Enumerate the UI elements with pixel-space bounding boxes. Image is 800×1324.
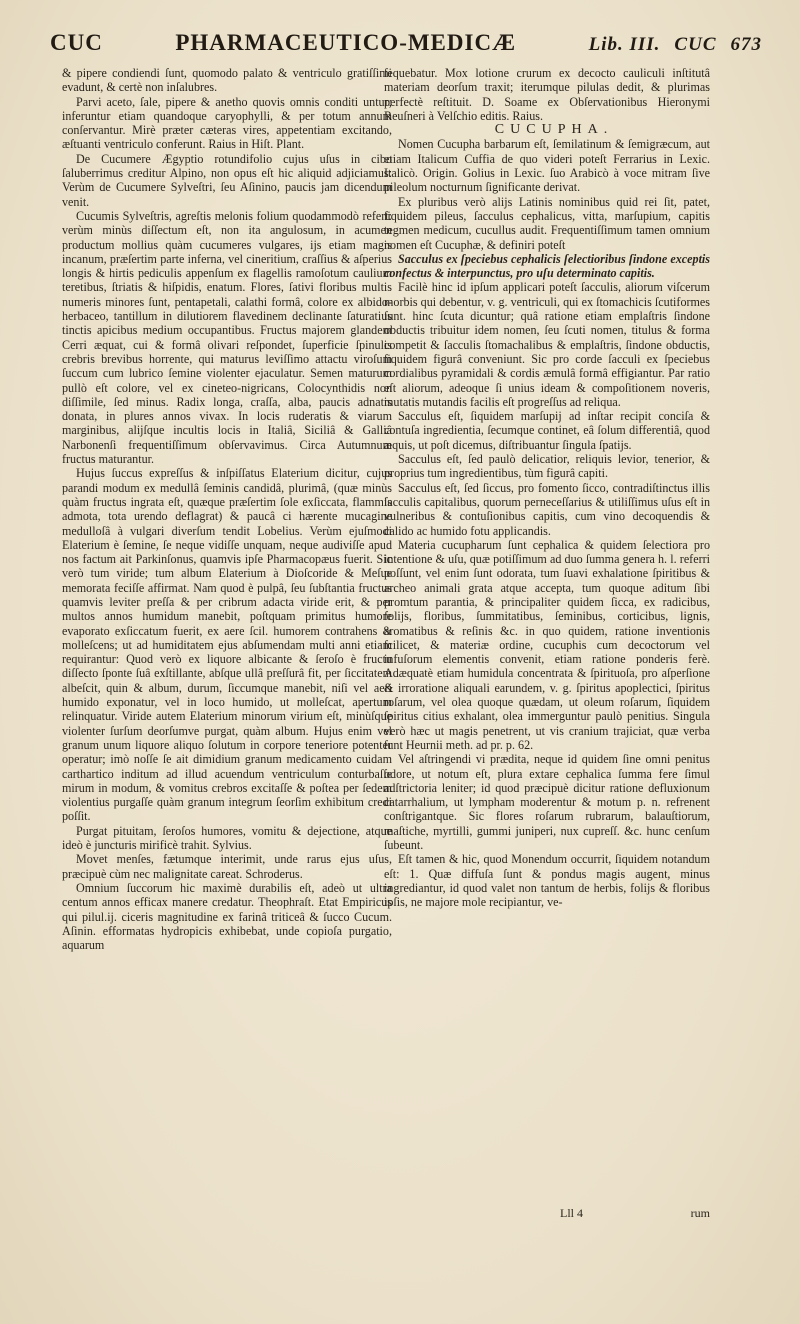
header-title: PHARMACEUTICO-MEDICÆ: [175, 30, 517, 55]
page-number: 673: [730, 34, 762, 55]
section-heading: CUCUPHA.: [494, 122, 614, 138]
paragraph: Facilè hinc id ipſum applicari poteſt ſacculis, aliorum viſcerum morbis qui debentur, v. g. ventriculi, qui ex ſtomachicis ſcutiformes ſunt. hinc ſcuta dicuntur; quâ ratione etiam emplaſtris ſindone obductis tribuitur idem nomen, ſeu ſcuti nomen, titulus & forma competit & ſacculis ſtomachalibus & emplaſtris, ſindone obductis, ſiquidem figurâ conveniunt. Sic pro corde ſacculi ex ſpeciebus cordialibus pyramidali & cordis æmulâ formâ effigiantur. Par ratio eſt aliorum, adeoque ſi unius ideam & compoſitionem noveris, mutatis mutandis facilis eſt progreſſus ad reliqua.: [384, 280, 710, 409]
paragraph: Nomen Cucupha barbarum eſt, ſemilatinum & ſemigræcum, aut etiam Italicum Cuffia de quo videri poteſt Ferrarius in Lexic. Italicò. Origin. Golius in Lexic. ſuo Arabicò à voce mitram ſive pileolum nocturnum ſignificante derivat.: [384, 137, 710, 195]
paragraph: ſequebatur. Mox lotione crurum ex decocto cauliculi inſtitutâ materiam deorſum traxit; iterumque pilulas dedit, & plurimas perfectè reſtituit. D. Soame ex Obſervationibus Hieronymi Reuſneri à Velſchio editis. Raius.: [384, 66, 710, 123]
paragraph: Materia cucupharum ſunt cephalica & quidem ſelectiora pro intentione & uſu, quæ potiſſimum ad duo ſumma genera h. l. referri poſſunt, vel enim ſunt odorata, tum ſuavi exhalatione ſpiritibus & archeo animali grata atque accepta, tum quoque aditum ſibi promtum parantia, & principaliter quidem ſicca, ex radicibus, folijs, floribus, ſummitatibus, ſeminibus, corticibus, lignis, aromatibus & reſinis &c. in quo quidem, ratione inventionis ſcilicet, & materiæ ordine, cucuphis cum decoctorum vel infuſorum elementis convenit, etiam ratione ponderis ferè. Adæquatè etiam humidula concentrata & ſpirituoſa, pro aſperſione & irroratione aliquali earundem, v. g. ſpiritus apoplectici, ſpiritus roſarum, vel olea quoque quædam, ut oleum roſarum, ſiquidem ſpiritus citius exhalant, olea immerguntur paulò penitius. Singula verò hæc ut magis penetrent, ut vis cranium trajiciat, quæ verba ſunt Heurnii meth. ad pr. p. 62.: [384, 537, 710, 752]
right-column: [384, 66, 710, 910]
paragraph: Cucumis Sylveſtris, agreſtis melonis folium quodammodò refert: verùm minùs diſſectum eſt, non ita angulosum, in acumen productum mollius quàm cucumeres vulgares, ijs etiam magis incanum, præſertim parte inferna, vel cineritium, craſſius & aſperius longis & hirtis pediculis appenſum ex flagellis ramoſotum caulium teretibus, ſtriatis & hiſpidis, enatum. Flores, ſativi floribus multis numeris minores ſunt, pentapetali, calathi formâ, colore ex albido-herbaceo, tantillum in dilutiorem flavedinem declinante ſaturatius tinctis apicibus medium occupantibus. Fructus majorem glandem Cerri æquat, cui & formâ olivari reſpondet, ſuperficie ſpinulis crebris brevibus horrente, qui maturus leviſſimo attactu viroſum ſuccum cum lubrico ſemine violenter ejaculatur. Semen maturum pullò eſt colore, vel ex cineteo-nigricans, Colocynthidis non diſſimile, ſed minus. Radix longa, craſſa, alba, paucis adnatis donata, in plures annos vivax. In locis ruderatis & viarum marginibus, alijſque incultis locis in Italiâ, Siciliâ & Galliâ Narbonenſi frequentiſſimum obſervavimus. Circa Autumnum fructus maturantur.: [62, 208, 392, 467]
header-right: [589, 34, 762, 56]
paragraph: Movet menſes, fætumque interimit, unde rarus ejus uſus, præcipuè cùm nec malignitate careat. Schroderus.: [62, 852, 392, 881]
paragraph: Vel aſtringendi vi prædita, neque id quidem ſine omni penitus odore, ut notum eſt, plura extare cephalica ſumma fere ſimul adſtrictoria leniter; id quod præcipuè dicitur ratione defluxionum catarrhalium, ut lympham moderentur & motum p. n. refrenent conſtrigantque. Sic flores roſarum rubrarum, balauſtiorum, maſtiche, myrtilli, gummi juniperi, nux cupreſſ. &c. hunc cenſum ſubeunt.: [384, 752, 710, 853]
catchword: rum: [690, 1206, 710, 1220]
paragraph: Omnium ſuccorum hic maximè durabilis eſt, adeò ut ultra centum annos efficax manere credatur. Theophraſt. Etat Empiricus qui pilul.ij. ciceris magnitudine ex farinâ triticeâ & ſucco Cucum. Aſinin. efformatas hydropicis exhibebat, unde copioſa purgatio, aquarum: [62, 880, 392, 953]
header-left-word: CUC: [50, 30, 103, 55]
paragraph: Sacculus ex ſpeciebus cephalicis ſelectioribus ſindone exceptis confectus & interpunctus, pro uſu determinato capitis.: [384, 251, 710, 281]
running-header: [50, 30, 762, 64]
paragraph: Ex pluribus verò alijs Latinis nominibus quid rei ſit, patet, ſiquidem pileus, ſacculus cephalicus, vitta, marſupium, capitis tegmen medicum, cucullus audit. Frequentiſſimum tamen omnium nomen eſt Cucuphæ, & definiri poteſt: [384, 194, 710, 252]
paragraph: Sacculus eſt, ſiquidem marſupij ad inſtar recipit conciſa & contuſa ingredientia, ſecumque continet, eâ ſolum differentiâ, quod æquis, ut poſt dicemus, diſtribuantur ſingula ſpatijs.: [384, 409, 710, 452]
signature-mark: Lll 4: [560, 1206, 583, 1220]
paragraph: Purgat pituitam, ſeroſos humores, vomitu & dejectione, atque ideò è juncturis mirificè trahit. Sylvius.: [62, 823, 392, 853]
left-column: [62, 66, 392, 952]
paragraph: & pipere condiendi ſunt, quomodo palato & ventriculo gratiſſimi evadunt, & certè non inſalubres.: [62, 66, 392, 95]
header-book: Lib. III.: [588, 34, 661, 55]
paragraph: Parvi aceto, ſale, pipere & anetho quovis omnis conditi untur; inferuntur etiam quandoque caryophylli, & per totum annum conſervantur. Mirè præter cæteras vires, appetentiam excitando, æſtuanti ventriculo conferunt. Raius in Hiſt. Plant.: [62, 94, 392, 152]
paragraph: Sacculus eſt, ſed paulò delicatior, reliquis levior, tenerior, & proprius tum ingredientibus, tùm figurâ capiti.: [384, 452, 710, 481]
paragraph: De Cucumere Ægyptio rotundifolio cujus uſus in cibo ſaluberrimus creditur Alpino, non opus eſt hic aliquid adjiciamus: Verùm de Cucumere Sylveſtri, ſeu Aſinino, paucis jam dicendum venit.: [62, 151, 392, 209]
page-footer: [560, 1206, 710, 1221]
paragraph: Hujus ſuccus expreſſus & inſpiſſatus Elaterium dicitur, cujus parandi modum ex medullâ ſeminis candidâ, plurimâ, (quæ minùs quàm fructus ingrata eſt, quæque præſertim ſole exſiccata, flammis admota, tota urendo deflagrat) & paucâ ci hærente mucagine medulloſâ à vulgari diverſum tendit Lobelius. Verùm ejuſmodi Elaterium è ſemine, ſe neque vidiſſe unquam, neque audiviſſe apud nos factum ait Parkinſonus, quamvis ipſe Pharmacopæus fuerit. Sic verò tum viride; tum album Elaterium à Dioſcoride & Meſue memorata feciſſe affirmat. Nam quod è pulpâ, ſeu ſubſtantia fructus quamvis leviter preſſa & per cribrum adacta viride erit, & per multos annos humidum manebit, poſtquam primitus humore evaporato exſiccatum fuerit, ex aere ſcil. humorem contrahens & molleſcens; ut ad humiditatem ejus abſumendam multi anni etiam requirantur: Quod verò ex liquore albicante & ſeroſo è fructu diſſecto ſponte ſuâ exſtillante, abſque ullâ preſſurâ fit, per ſiccitatem albeſcit, quin & album, durum, ſiccumque manebit, niſi vel aeri humido exponatur, vel in loco humido, ut molleſcat, apertum relinquatur. Viride autem Elaterium minorum virium eſt, minùſque violenter ſurſum deorſumve purgat, quàm album. Hujus enim vel granum unum liquore aliquo ſolutum in corpore teneriore potenter operatur; imò noſſe ſe ait dimidium granum medicamento cuidam carthartico inditum ad illud acuendum ventriculum conturbaſſe mirum in modum, & vomitus crebros excitaſſe & poſtea per ſedem violentius purgaſſe quàm granum integrum ſeorſim exhibitum credi poſſit.: [62, 466, 392, 824]
header-right-word: CUC: [674, 34, 717, 55]
paragraph: Eſt tamen & hic, quod Monendum occurrit, ſiquidem notandum eſt: 1. Quæ diffuſa ſunt & pondus magis augent, minus ingrediantur, id quod valet non tantum de herbis, folijs & floribus ipſis, ne majore mole recipiantur, ve-: [384, 852, 710, 910]
paragraph: Sacculus eſt, ſed ſiccus, pro fomento ſicco, contradiſtinctus illis ſacculis capitalibus, quorum perneceſſarius & utiliſſimus uſus eſt in vulneribus & contuſionibus capitis, cum vino decoquendis & calido ac humido fotu applicandis.: [384, 480, 710, 538]
